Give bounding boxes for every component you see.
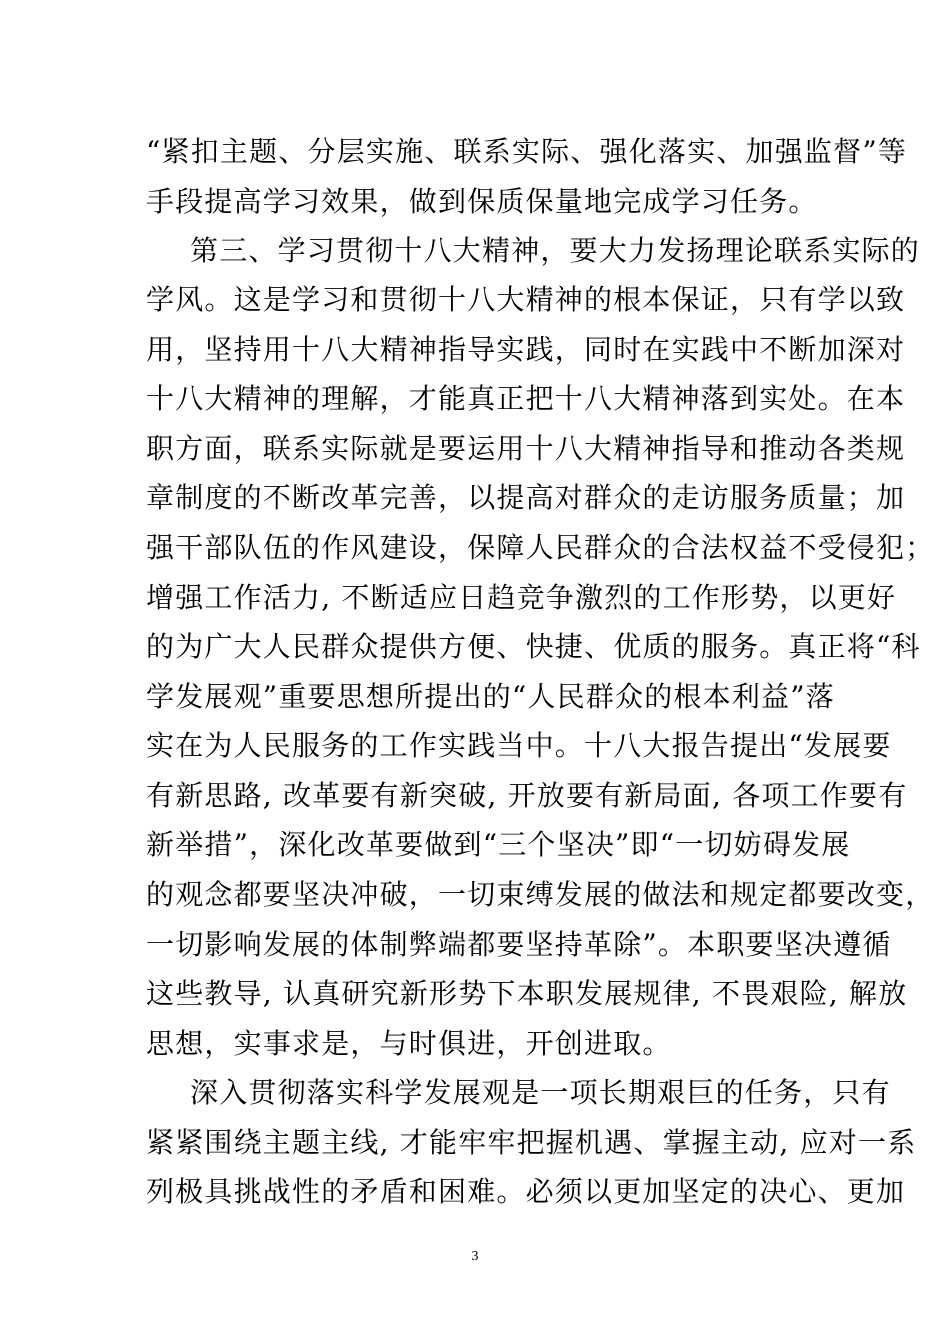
text-line: 学风。这是学习和贯彻十八大精神的根本保证，只有学以致: [146, 283, 906, 316]
text-line: 增强工作活力, 不断适应日趋竞争激烈的工作形势，以更好: [146, 581, 897, 614]
text-line: 列极具挑战性的矛盾和困难。必须以更加坚定的决心、更加: [146, 1175, 906, 1208]
text-line: 思想，实事求是，与时俱进，开创进取。: [146, 1027, 672, 1060]
text-line: 紧紧围绕主题主线, 才能牢牢把握机遇、掌握主动, 应对一系: [146, 1126, 917, 1159]
text-line: 的观念都要坚决冲破，一切束缚发展的做法和规定都要改变，: [146, 878, 935, 911]
paragraph-start-line: 深入贯彻落实科学发展观是一项长期艰巨的任务，只有: [190, 1076, 891, 1109]
text-line: 一切影响发展的体制弊端都要坚持革除”。本职要坚决遵循: [146, 928, 892, 961]
paragraph-start-line: 第三、学习贯彻十八大精神，要大力发扬理论联系实际的: [190, 234, 921, 267]
text-line: 新举措”，深化改革要做到“三个坚决”即“一切妨碍发展: [146, 828, 851, 861]
text-line: 职方面，联系实际就是要运用十八大精神指导和推动各类规: [146, 432, 906, 465]
text-line: 的为广大人民群众提供方便、快捷、优质的服务。真正将“科: [146, 630, 921, 663]
text-line: 章制度的不断改革完善，以提高对群众的走访服务质量；加: [146, 481, 906, 514]
text-line: 强干部队伍的作风建设，保障人民群众的合法权益不受侵犯；: [146, 531, 935, 564]
text-line: 十八大精神的理解，才能真正把十八大精神落到实处。在本: [146, 382, 906, 415]
text-line: 有新思路, 改革要有新突破, 开放要有新局面, 各项工作要有: [146, 779, 908, 812]
text-line: 实在为人民服务的工作实践当中。十八大报告提出“发展要: [146, 729, 892, 762]
text-line: “紧扣主题、分层实施、联系实际、强化落实、加强监督”等: [146, 135, 908, 168]
text-line: 用，坚持用十八大精神指导实践，同时在实践中不断加深对: [146, 333, 906, 366]
text-line: 学发展观”重要思想所提出的“人民群众的根本利益”落: [146, 680, 835, 713]
text-line: 手段提高学习效果，做到保质保量地完成学习任务。: [146, 185, 818, 218]
page-number: 3: [471, 1249, 479, 1264]
text-line: 这些教导, 认真研究新形势下本职发展规律, 不畏艰险, 解放: [146, 977, 908, 1010]
